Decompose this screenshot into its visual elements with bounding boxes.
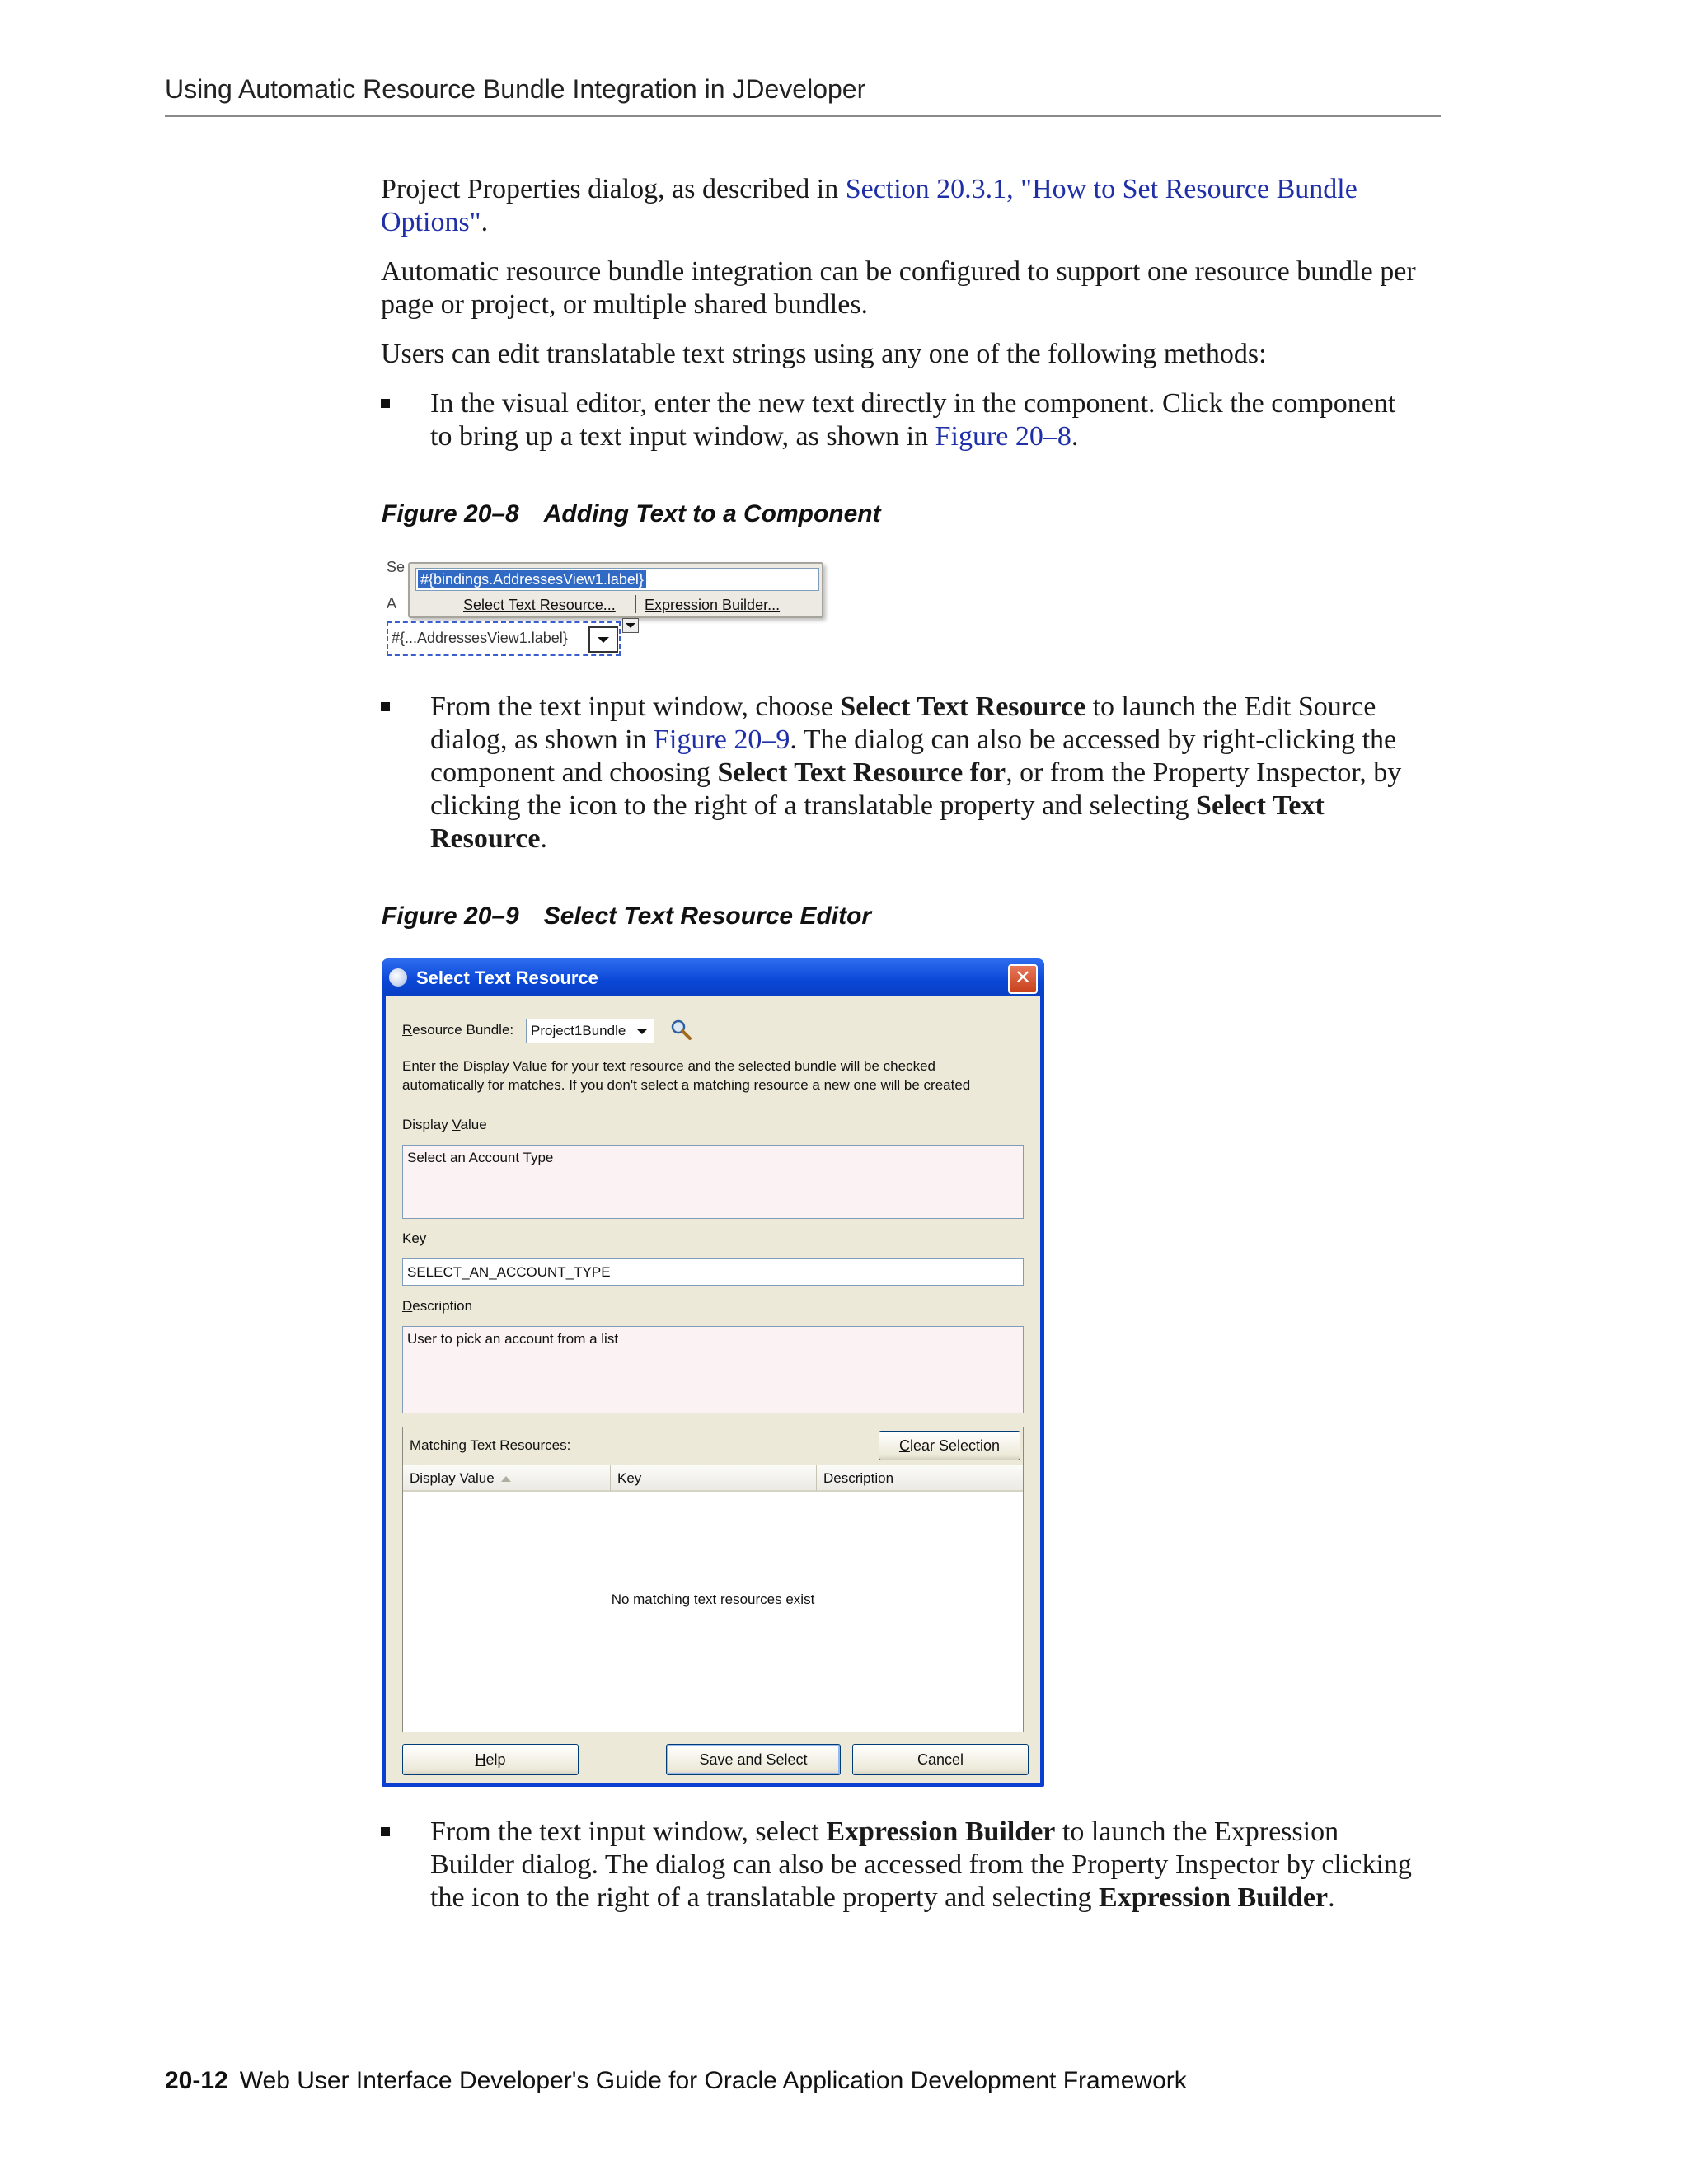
resource-bundle-value: Project1Bundle: [531, 1023, 626, 1038]
bullet-icon: [381, 1827, 390, 1836]
figure-caption: [382, 500, 881, 528]
column-header-key[interactable]: Key: [611, 1465, 817, 1492]
dialog-body: [386, 996, 1040, 1783]
page-footer: [165, 2067, 1187, 2095]
close-icon[interactable]: ✕: [1008, 964, 1038, 994]
key-label: Key: [402, 1230, 427, 1246]
clipped-label: Se: [387, 559, 406, 575]
app-icon: [389, 968, 407, 987]
dialog-title: Select Text Resource: [416, 968, 598, 988]
bold-term: Expression Builder: [1099, 1882, 1329, 1913]
link-separator: [635, 595, 636, 613]
bold-term: Expression Builder: [826, 1816, 1056, 1847]
running-header: Using Automatic Resource Bundle Integration in JDeveloper: [165, 74, 866, 104]
list-item: [381, 691, 1423, 855]
list-item: [381, 387, 1423, 453]
intro-paragraph: [381, 173, 1423, 239]
figure-number: Figure 20–9: [382, 902, 519, 930]
chevron-down-icon[interactable]: [588, 626, 618, 653]
column-header-description[interactable]: Description: [817, 1465, 1023, 1492]
matching-resources-table: [403, 1465, 1023, 1732]
chevron-down-icon[interactable]: [622, 618, 639, 633]
figure-title: Adding Text to a Component: [543, 500, 881, 527]
bullet-text: , or from the Property Inspector, by clicking the icon to the right of a translatable property and selecting: [430, 757, 1402, 821]
key-field[interactable]: [402, 1258, 1024, 1286]
bullet-text: From the text input window, choose: [430, 691, 841, 722]
display-value-text: Select an Account Type: [407, 1150, 554, 1165]
text-input-field[interactable]: [415, 568, 819, 591]
search-icon[interactable]: [669, 1018, 692, 1041]
figure-link[interactable]: Figure 20–9: [654, 724, 790, 755]
bullet-icon: [381, 702, 390, 711]
bullet-icon: [381, 399, 390, 408]
select-text-resource-link[interactable]: Select Text Resource...: [463, 597, 616, 613]
bullet-text: From the text input window, select: [430, 1816, 827, 1847]
component-select[interactable]: [387, 621, 621, 656]
bullet-text: . The dialog can also be accessed by right-clicking the component and choosing: [430, 724, 1397, 788]
bold-term: Select Text Resource: [430, 790, 1325, 854]
help-button[interactable]: Help: [402, 1744, 579, 1775]
methods-paragraph: Users can edit translatable text strings using any one of the following methods:: [381, 339, 1267, 369]
figure-number: Figure 20–8: [382, 500, 519, 527]
clear-selection-button[interactable]: Clear Selection: [879, 1431, 1020, 1460]
component-value: #{...AddressesView1.label}: [392, 630, 568, 646]
figure-link[interactable]: Figure 20–8: [935, 421, 1071, 452]
text-input-window: [408, 562, 823, 618]
bold-term: Select Text Resource: [840, 691, 1086, 722]
instructions-text: automatically for matches. If you don't select a matching resource a new one will be created: [402, 1077, 971, 1093]
instructions-text: Enter the Display Value for your text resource and the selected bundle will be checked: [402, 1058, 935, 1074]
clipped-label: A: [387, 595, 397, 612]
section-link[interactable]: Section 20.3.1, "How to Set Resource Bundle Options": [381, 174, 1357, 237]
sort-ascending-icon: [501, 1476, 511, 1482]
figure-caption: [382, 902, 871, 930]
description-field[interactable]: [402, 1326, 1024, 1413]
matching-label: Matching Text Resources:: [410, 1437, 571, 1453]
page-number: 20-12: [165, 2067, 228, 2094]
list-item: [381, 1816, 1423, 1915]
bullet-text-end: .: [1328, 1882, 1335, 1913]
bundle-paragraph: Automatic resource bundle integration can be configured to support one resource bundle per page or project, or multiple shared bundles.: [381, 256, 1416, 320]
dialog-titlebar[interactable]: [382, 958, 1044, 996]
resource-bundle-select[interactable]: [526, 1019, 654, 1043]
header-rule: [165, 115, 1441, 117]
figure-title: Select Text Resource Editor: [543, 902, 872, 930]
intro-text: Project Properties dialog, as described in: [381, 174, 846, 204]
empty-table-message: No matching text resources exist: [611, 1591, 815, 1607]
cancel-button[interactable]: Cancel: [852, 1744, 1029, 1775]
description-label: Description: [402, 1298, 473, 1314]
column-header-display-value[interactable]: Display Value: [403, 1465, 611, 1492]
book-title: Web User Interface Developer's Guide for Oracle Application Development Framework: [239, 2067, 1187, 2094]
intro-end: .: [481, 207, 489, 237]
display-value-label: Display Value: [402, 1117, 487, 1132]
select-text-resource-dialog: [382, 958, 1044, 1787]
selected-expression: #{bindings.AddressesView1.label}: [418, 570, 646, 588]
resource-bundle-label: Resource Bundle:: [402, 1022, 514, 1038]
description-value: User to pick an account from a list: [407, 1331, 619, 1347]
adding-text-figure: [382, 554, 843, 661]
bullet-text: to launch the Edit Source dialog, as shown in: [430, 691, 1376, 755]
matching-resources-panel: [402, 1427, 1024, 1732]
key-value: SELECT_AN_ACCOUNT_TYPE: [407, 1264, 611, 1280]
bullet-text-end: .: [540, 823, 547, 854]
display-value-field[interactable]: [402, 1145, 1024, 1219]
bullet-text: In the visual editor, enter the new text directly in the component. Click the component to bring up a text input window, as shown in: [430, 388, 1396, 452]
bold-term: Select Text Resource for: [717, 757, 1006, 788]
bullet-text-end: .: [1071, 421, 1079, 452]
expression-builder-link[interactable]: Expression Builder...: [645, 597, 781, 613]
bullet-text: to launch the Expression Builder dialog. The dialog can also be accessed from the Property Inspector by clicking the icon to the right of a translatable property and selecting: [430, 1816, 1412, 1913]
save-and-select-button[interactable]: Save and Select: [666, 1744, 841, 1775]
